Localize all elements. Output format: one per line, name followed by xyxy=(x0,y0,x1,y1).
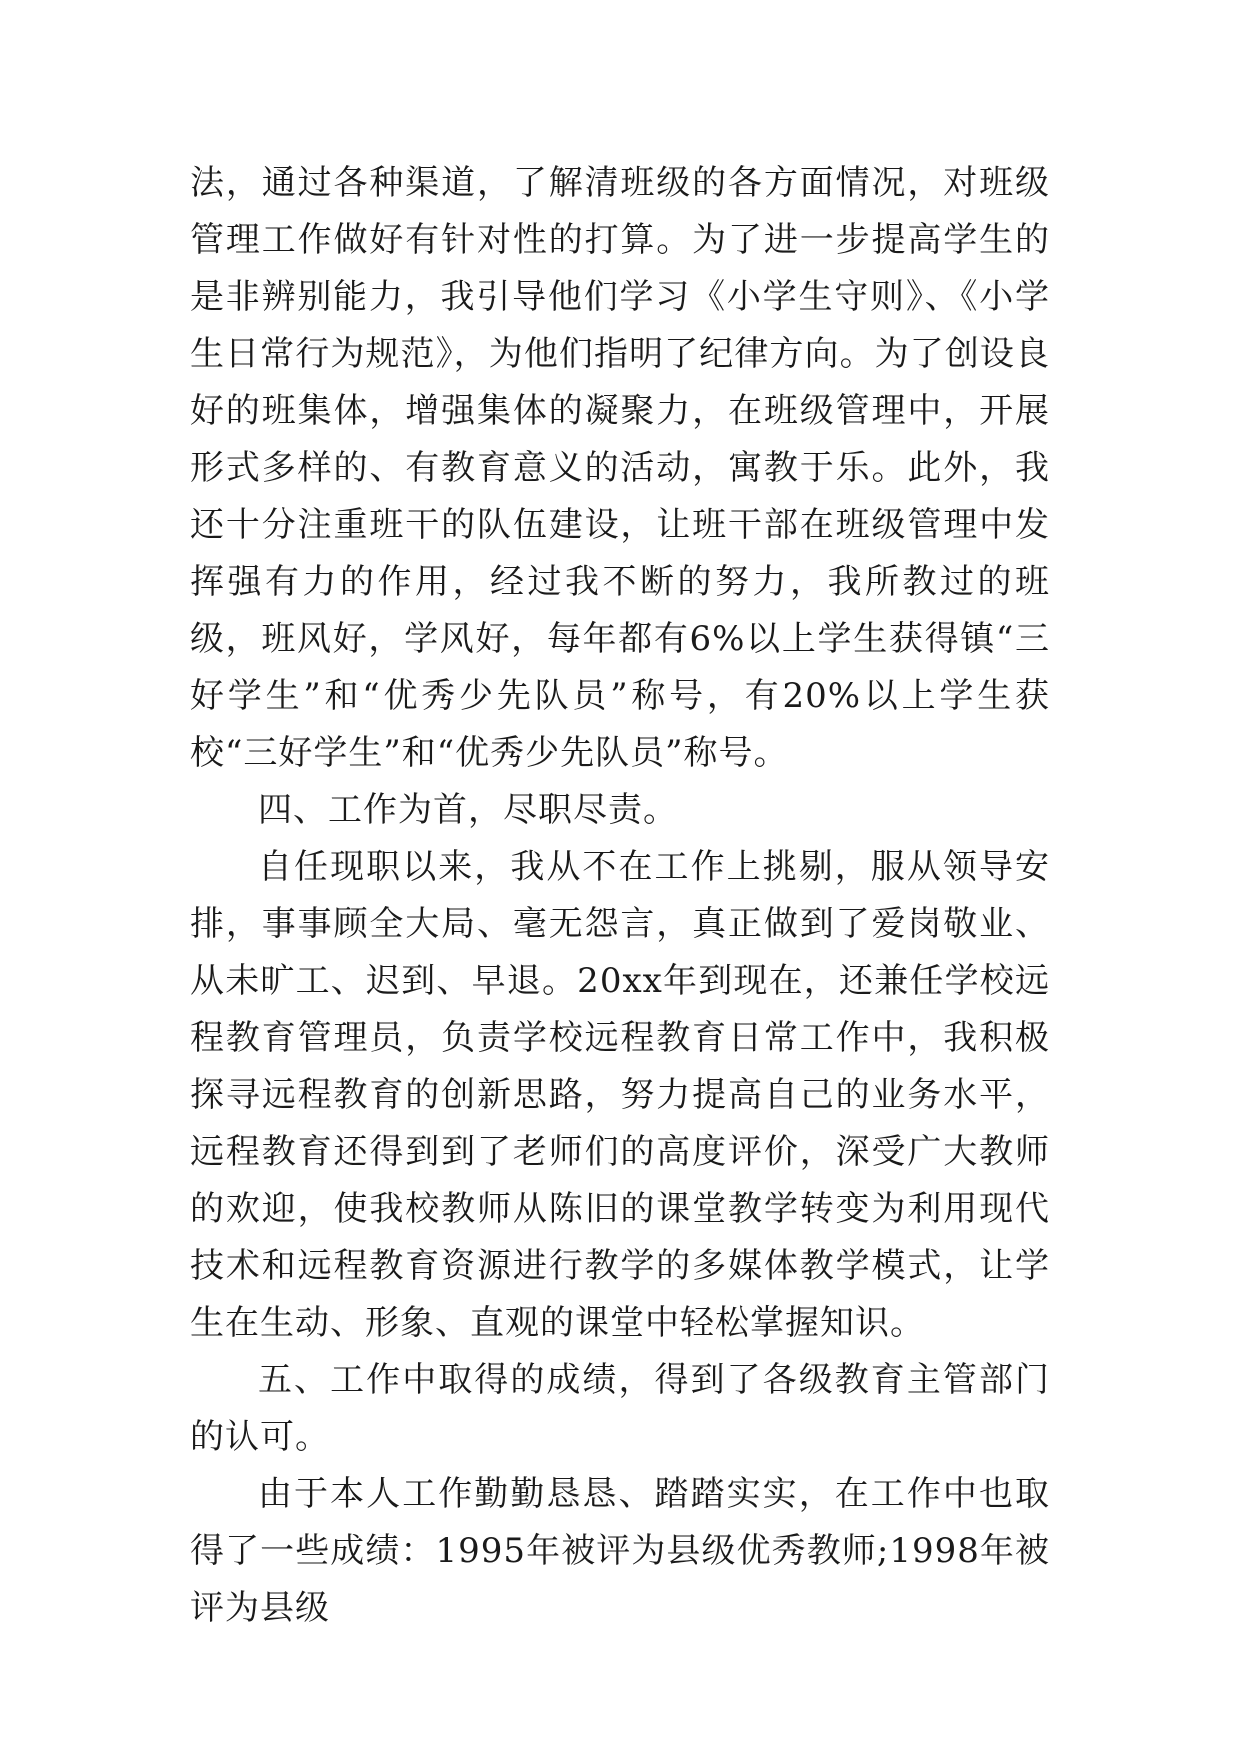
paragraph-class-management: 法，通过各种渠道，了解清班级的各方面情况，对班级管理工作做好有针对性的打算。为了进一步提高学生的是非辨别能力，我引导他们学习《小学生守则》、《小学生日常行为规范》，为他们指明了纪律方向。为了创设良好的班集体，增强集体的凝聚力，在班级管理中，开展形式多样的、有教育意义的活动，寓教于乐。此外，我还十分注重班干的队伍建设，让班干部在班级管理中发挥强有力的作用，经过我不断的努力，我所教过的班级，班风好，学风好，每年都有6%以上学生获得镇“三好学生”和“优秀少先队员”称号，有20%以上学生获校“三好学生”和“优秀少先队员”称号。 xyxy=(190,163,1050,773)
document-body xyxy=(190,155,1050,1637)
paragraph-honors: 由于本人工作勤勤恳恳、踏踏实实，在工作中也取得了一些成绩：1995年被评为县级优秀教师;1998年被评为县级 xyxy=(190,1474,1050,1628)
section-heading-work-first: 四、工作为首，尽职尽责。 xyxy=(258,790,678,830)
section-heading-achievements: 五、工作中取得的成绩，得到了各级教育主管部门的认可。 xyxy=(190,1360,1050,1457)
paragraph-duties: 自任现职以来，我从不在工作上挑剔，服从领导安排，事事顾全大局、毫无怨言，真正做到了爱岗敬业、从未旷工、迟到、早退。20xx年到现在，还兼任学校远程教育管理员，负责学校远程教育日常工作中，我积极探寻远程教育的创新思路，努力提高自己的业务水平，远程教育还得到到了老师们的高度评价，深受广大教师的欢迎，使我校教师从陈旧的课堂教学转变为利用现代技术和远程教育资源进行教学的多媒体教学模式，让学生在生动、形象、直观的课堂中轻松掌握知识。 xyxy=(190,847,1050,1343)
